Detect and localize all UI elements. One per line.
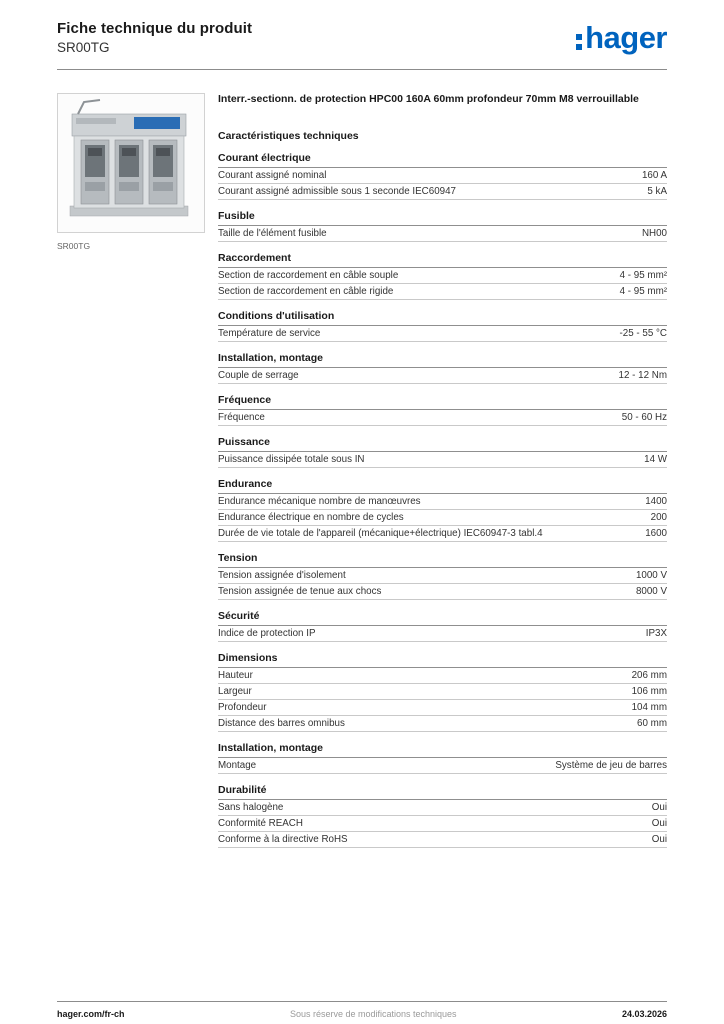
spec-sections <box>218 152 667 848</box>
spec-row-value: 5 kA <box>647 186 667 198</box>
product-title: Interr.-sectionn. de protection HPC00 160A 60mm profondeur 70mm M8 verrouillable <box>218 93 639 105</box>
page-footer <box>57 1001 667 1019</box>
spec-row <box>218 452 667 468</box>
spec-section <box>218 436 667 468</box>
spec-row <box>218 526 667 542</box>
spec-row-label: Taille de l'élément fusible <box>218 228 327 240</box>
spec-section-title: Dimensions <box>218 652 667 668</box>
spec-row-label: Endurance mécanique nombre de manœuvres <box>218 496 421 508</box>
spec-row-label: Tension assignée de tenue aux chocs <box>218 586 382 598</box>
spec-section-title: Tension <box>218 552 667 568</box>
spec-section <box>218 478 667 542</box>
footer-url-link[interactable]: hager.com/fr-ch <box>57 1009 125 1019</box>
spec-row-label: Puissance dissipée totale sous IN <box>218 454 365 466</box>
spec-section <box>218 352 667 384</box>
spec-row <box>218 284 667 300</box>
spec-row-value: Oui <box>651 818 667 830</box>
spec-row <box>218 368 667 384</box>
spec-section <box>218 310 667 342</box>
specs-heading: Caractéristiques techniques <box>218 130 359 143</box>
spec-row <box>218 626 667 642</box>
spec-row-value: 106 mm <box>631 686 667 698</box>
logo-colon-icon <box>576 34 582 50</box>
spec-row <box>218 800 667 816</box>
page-header <box>57 20 667 55</box>
spec-row-value: 104 mm <box>631 702 667 714</box>
spec-row-label: Température de service <box>218 328 321 340</box>
spec-row-label: Tension assignée d'isolement <box>218 570 346 582</box>
spec-row-value: 1600 <box>645 528 667 540</box>
spec-section <box>218 652 667 732</box>
spec-row-value: Oui <box>651 802 667 814</box>
spec-row <box>218 668 667 684</box>
spec-row-value: 4 - 95 mm² <box>619 286 667 298</box>
spec-row-label: Hauteur <box>218 670 253 682</box>
spec-row-value: 4 - 95 mm² <box>619 270 667 282</box>
footer-disclaimer: Sous réserve de modifications techniques <box>289 1009 457 1019</box>
spec-row-value: 14 W <box>644 454 667 466</box>
spec-row-label: Courant assigné admissible sous 1 seconde IEC60947 <box>218 186 456 198</box>
product-image <box>57 93 205 233</box>
spec-row-label: Distance des barres omnibus <box>218 718 345 730</box>
spec-section <box>218 610 667 642</box>
spec-row <box>218 584 667 600</box>
spec-row <box>218 168 667 184</box>
spec-section <box>218 394 667 426</box>
spec-row-label: Indice de protection IP <box>218 628 316 640</box>
spec-row-value: IP3X <box>645 628 667 640</box>
spec-row <box>218 410 667 426</box>
spec-row <box>218 268 667 284</box>
spec-section <box>218 210 667 242</box>
spec-section-title: Puissance <box>218 436 667 452</box>
spec-section <box>218 152 667 200</box>
spec-section <box>218 784 667 848</box>
spec-section <box>218 742 667 774</box>
spec-row-label: Section de raccordement en câble souple <box>218 270 399 282</box>
product-code-subtitle: SR00TG <box>57 40 110 55</box>
spec-row <box>218 832 667 848</box>
spec-row <box>218 716 667 732</box>
spec-row-value: 1400 <box>645 496 667 508</box>
spec-row-value: 12 - 12 Nm <box>618 370 667 382</box>
product-image-column <box>57 93 205 251</box>
spec-row-value: Oui <box>651 834 667 846</box>
spec-row <box>218 326 667 342</box>
spec-section-title: Courant électrique <box>218 152 667 168</box>
spec-row-label: Largeur <box>218 686 252 698</box>
spec-row-value: Système de jeu de barres <box>555 760 667 772</box>
spec-section-title: Sécurité <box>218 610 667 626</box>
spec-row <box>218 816 667 832</box>
spec-row-label: Sans halogène <box>218 802 284 814</box>
spec-row-value: 50 - 60 Hz <box>621 412 667 424</box>
spec-section <box>218 552 667 600</box>
spec-row-label: Durée de vie totale de l'appareil (mécanique+électrique) IEC60947-3 tabl.4 <box>218 528 543 540</box>
spec-section-title: Endurance <box>218 478 667 494</box>
logo-wordmark: hager <box>585 20 667 55</box>
spec-row-value: 160 A <box>641 170 667 182</box>
spec-row-label: Conforme à la directive RoHS <box>218 834 348 846</box>
spec-section-title: Installation, montage <box>218 352 667 368</box>
spec-row-label: Section de raccordement en câble rigide <box>218 286 394 298</box>
spec-row <box>218 494 667 510</box>
product-image-caption: SR00TG <box>57 241 91 251</box>
spec-section-title: Installation, montage <box>218 742 667 758</box>
spec-row-value: NH00 <box>641 228 667 240</box>
product-photo-illustration <box>58 94 204 232</box>
spec-row-value: 8000 V <box>635 586 667 598</box>
page-title: Fiche technique du produit <box>57 20 253 37</box>
spec-row-value: 200 <box>650 512 667 524</box>
spec-row-label: Couple de serrage <box>218 370 299 382</box>
spec-row <box>218 510 667 526</box>
spec-row-value: 60 mm <box>637 718 667 730</box>
spec-row-value: 1000 V <box>635 570 667 582</box>
spec-row <box>218 226 667 242</box>
footer-date: 24.03.2026 <box>621 1009 667 1019</box>
spec-section-title: Conditions d'utilisation <box>218 310 667 326</box>
spec-section <box>218 252 667 300</box>
spec-row-value: 206 mm <box>631 670 667 682</box>
spec-row <box>218 684 667 700</box>
spec-row-value: -25 - 55 °C <box>619 328 667 340</box>
hager-logo <box>576 22 667 53</box>
spec-section-title: Raccordement <box>218 252 667 268</box>
spec-row-label: Conformité REACH <box>218 818 303 830</box>
spec-row-label: Montage <box>218 760 257 772</box>
spec-row-label: Endurance électrique en nombre de cycles <box>218 512 404 524</box>
spec-section-title: Fusible <box>218 210 667 226</box>
spec-row <box>218 700 667 716</box>
spec-row <box>218 184 667 200</box>
spec-section-title: Fréquence <box>218 394 667 410</box>
header-divider <box>57 69 667 70</box>
spec-row <box>218 568 667 584</box>
specs-column <box>218 93 667 848</box>
spec-row <box>218 758 667 774</box>
spec-row-label: Profondeur <box>218 702 267 714</box>
spec-row-label: Fréquence <box>218 412 265 424</box>
spec-section-title: Durabilité <box>218 784 667 800</box>
spec-row-label: Courant assigné nominal <box>218 170 327 182</box>
